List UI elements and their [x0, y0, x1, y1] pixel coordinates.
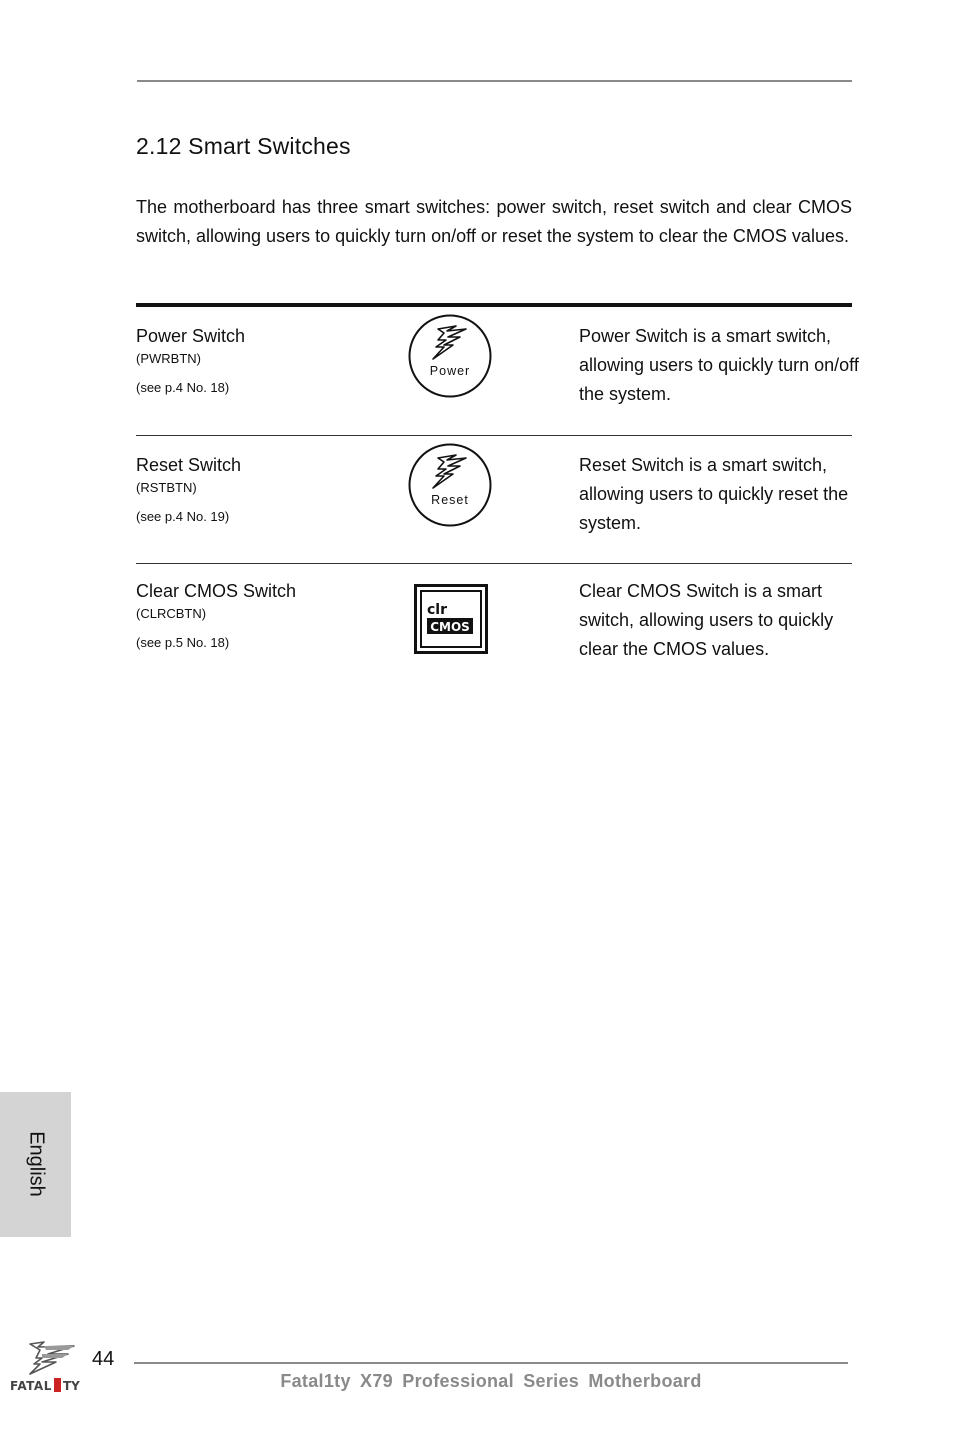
page-number: 44	[92, 1348, 115, 1370]
icon-label: Reset	[431, 493, 469, 507]
switch-row-clear-cmos	[136, 577, 852, 705]
section-title: 2.12 Smart Switches	[136, 133, 351, 159]
reset-button-icon	[408, 443, 492, 527]
switch-description: Clear CMOS Switch is a smart switch, allowing users to quickly clear the CMOS values.	[579, 581, 834, 659]
cmos-text: CMOS	[430, 620, 470, 634]
power-button-icon	[408, 314, 492, 398]
icon-label: Power	[429, 364, 471, 378]
fatal1ty-logo	[8, 1340, 92, 1400]
switch-row-reset	[136, 451, 852, 579]
switch-reference: (see p.4 No. 18)	[136, 380, 230, 395]
switch-name: Reset Switch	[136, 455, 242, 475]
language-label: English	[25, 1131, 48, 1197]
clear-cmos-button-icon	[414, 584, 488, 654]
intro-paragraph: The motherboard has three smart switches: power switch, reset switch and clear CMOS switch, allowing users to quickly turn on/off or reset the system to clear the CMOS values.	[136, 197, 852, 246]
footer-title: Fatal1ty X79 Professional Series Motherboard	[280, 1371, 702, 1391]
switch-reference: (see p.5 No. 18)	[136, 635, 230, 650]
switch-code: (PWRBTN)	[136, 351, 201, 366]
switch-name: Clear CMOS Switch	[136, 581, 297, 601]
switch-reference: (see p.4 No. 19)	[136, 509, 230, 524]
switch-description: Reset Switch is a smart switch, allowing users to quickly reset the system.	[579, 455, 849, 533]
switch-name: Power Switch	[136, 326, 246, 346]
switch-code: (CLRCBTN)	[136, 606, 207, 621]
switch-description: Power Switch is a smart switch, allowing users to quickly turn on/off the system.	[579, 326, 859, 404]
svg-text:FATAL: FATAL	[10, 1379, 52, 1393]
footer-rule	[134, 1362, 848, 1364]
clr-text: clr	[427, 602, 448, 618]
top-rule	[137, 80, 852, 82]
table-top-rule	[136, 303, 852, 307]
switch-row-power	[136, 322, 859, 450]
language-tab	[0, 1092, 71, 1237]
switch-code: (RSTBTN)	[136, 480, 197, 495]
row-divider	[136, 435, 852, 436]
svg-text:TY: TY	[63, 1379, 80, 1393]
row-divider	[136, 563, 852, 564]
